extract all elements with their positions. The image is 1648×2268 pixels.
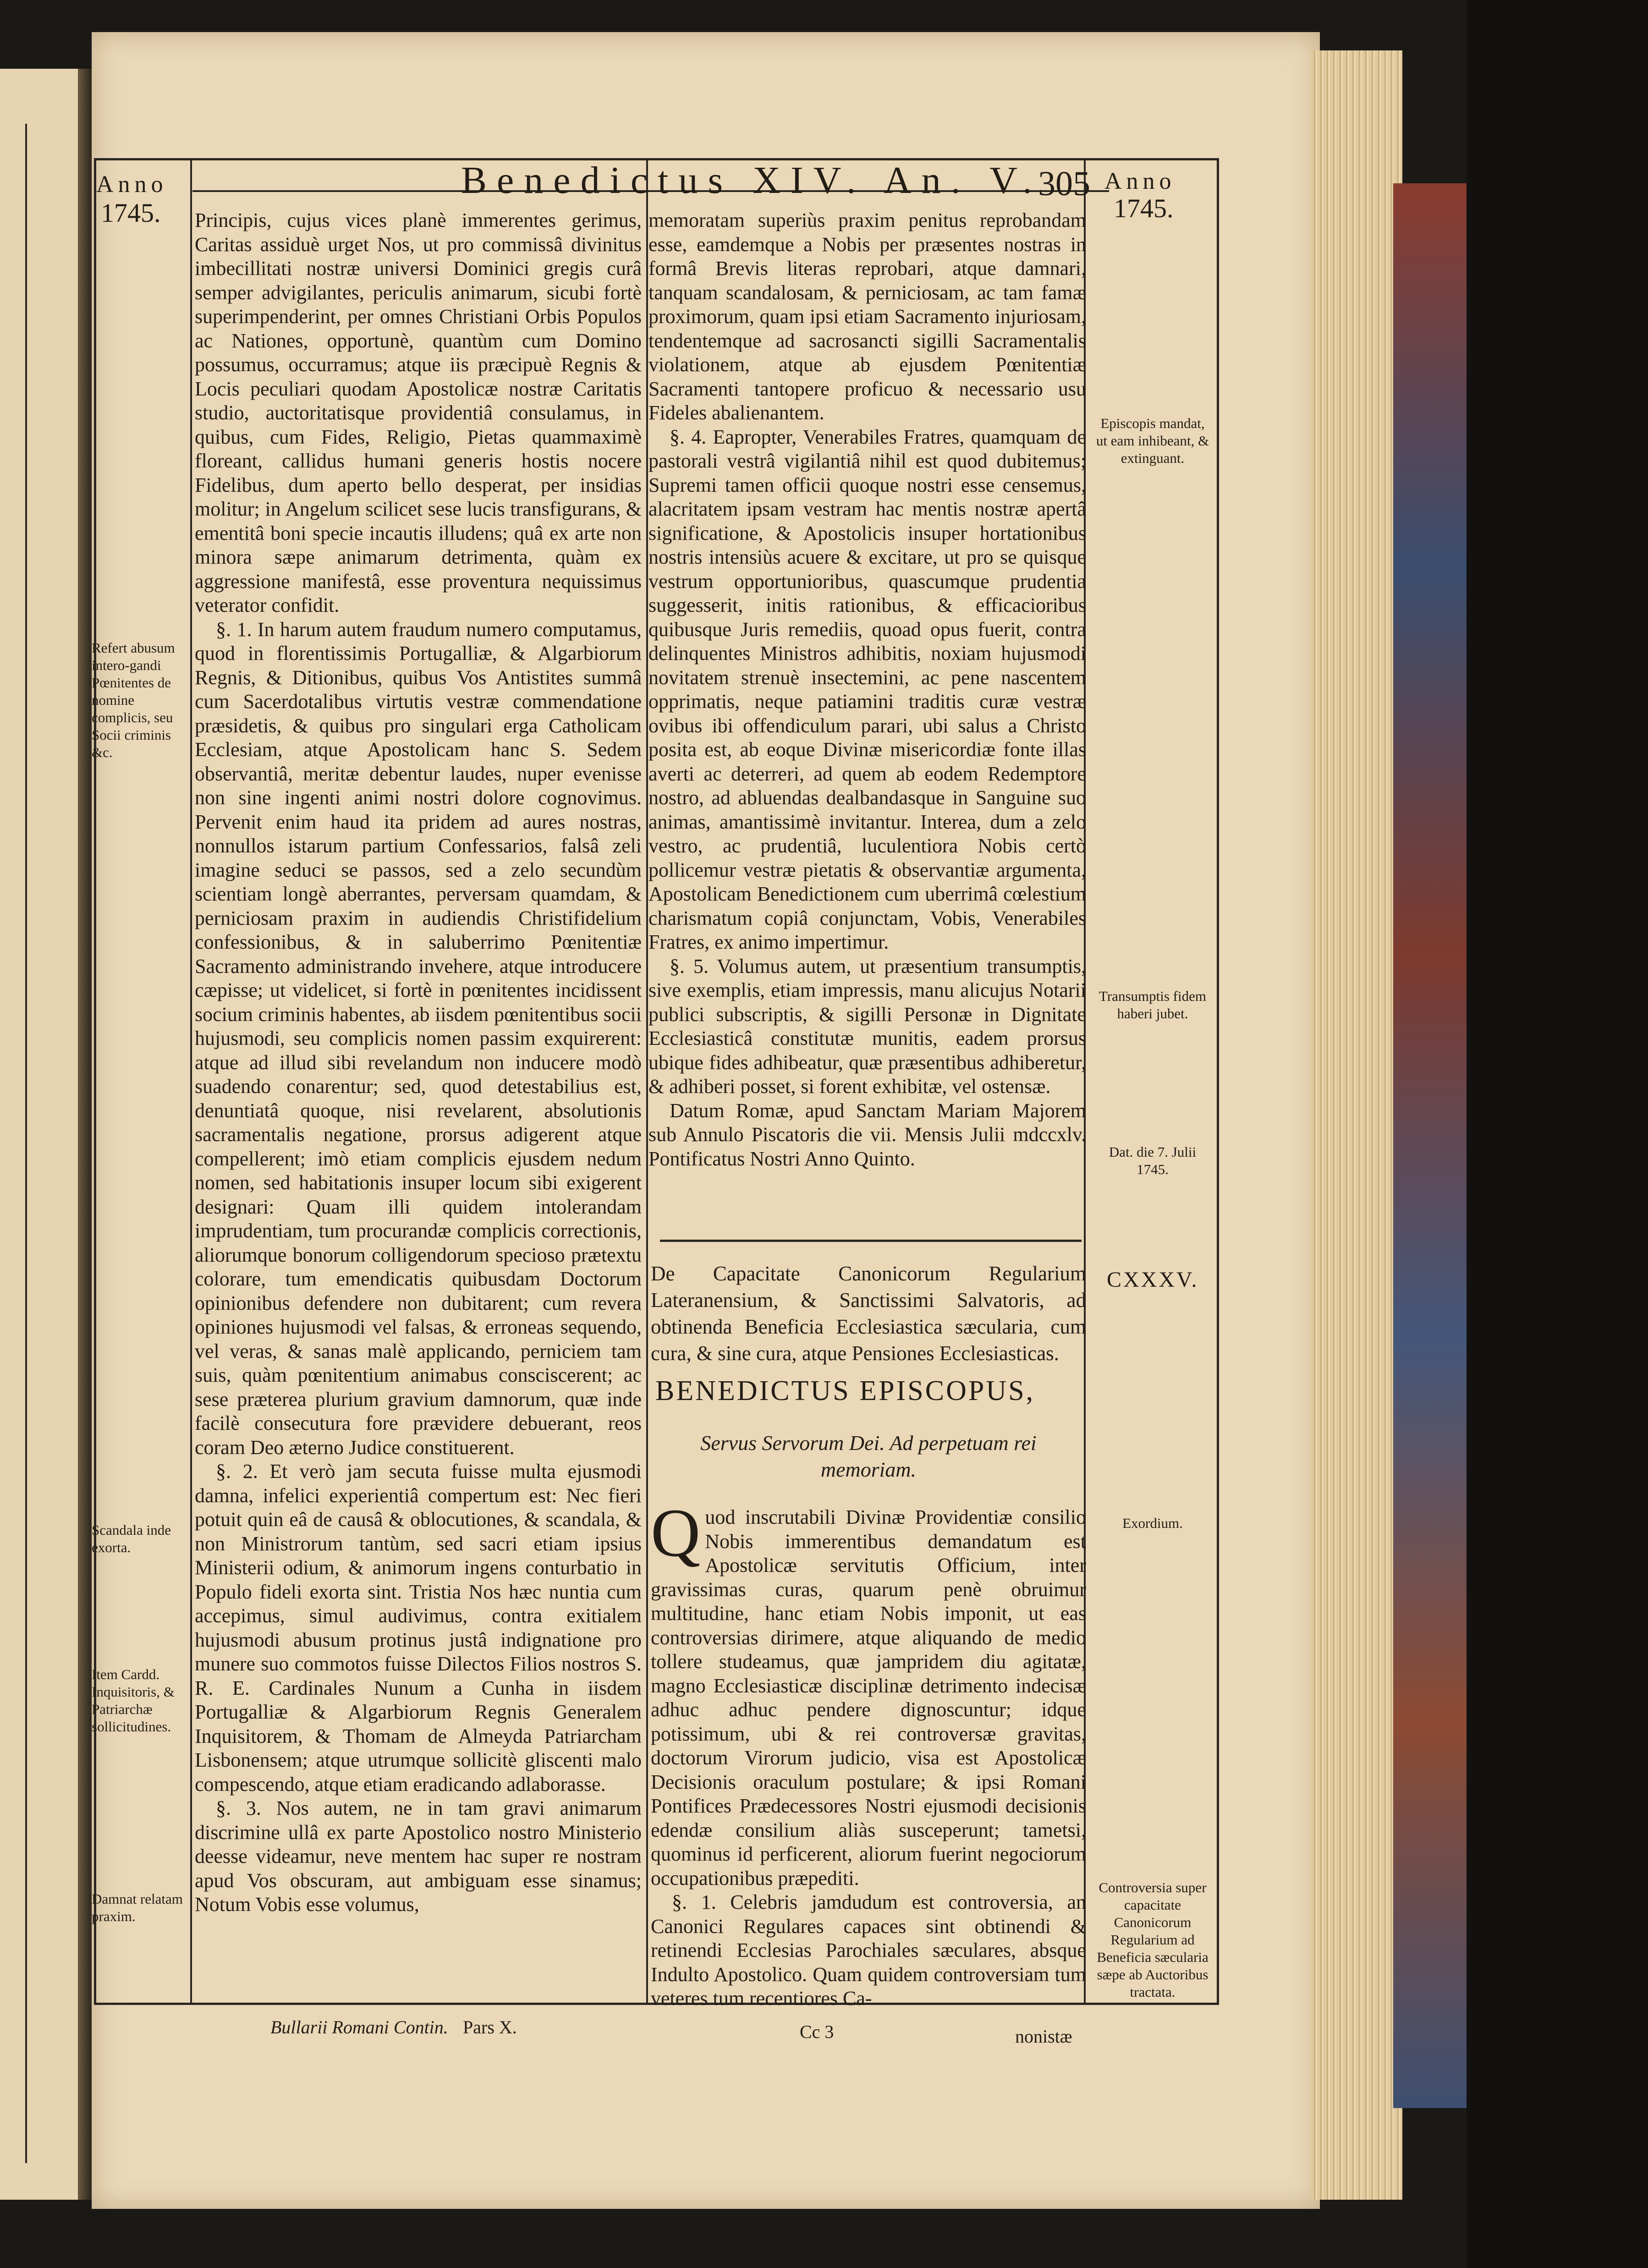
bull-number: CXXXV. [1107, 1268, 1199, 1292]
margin-note-scandala: Scandala inde exorta. [92, 1522, 171, 1555]
section-separator [660, 1240, 1082, 1242]
paragraph-datum: Datum Romæ, apud Sanctam Mariam Majorem sub Annulo Piscatoris die vii. Mensis Julii mdccxlv. Pontificatus Nostri Anno Quinto. [648, 1099, 1086, 1170]
paragraph-section-5: §. 5. Volumus autem, ut præsentium transumptis, sive exemplis, etiam impressis, manu alicujus Notarii publici subscriptis, & sigilli Personæ in Dignitate Ecclesiasticâ constitutæ munitis, eadem prorsus ubique fides adhibeatur, quæ præsentibus adhiberetur, & adhiberi posset, si forent exhibitæ, vel ostensæ. [648, 955, 1086, 1098]
margin-note-transumptis: Transumptis fidem haberi jubet. [1099, 988, 1206, 1021]
footer-part: Pars X. [463, 2017, 517, 2037]
paragraph-continuation: memoratam superiùs praxim penitus reprobandam esse, eamdemque a Nobis per præsentes nostras in formâ Brevis literas reprobari, atque damnari, tanquam scandalosam, & perniciosam, ac tam famæ proximorum, quam ipsi etiam Sacramento injuriosam, tendentemque ad sacrosancti sigilli Sacramentalis violationem, atque ab ejusdem Pœnitentiæ Sacramenti tantopere proficuo & necessario usu Fideles abalienantem. [648, 209, 1086, 424]
margin-note-damnat: Damnat relatam praxim. [92, 1891, 183, 1924]
facing-page-edge [0, 69, 80, 2200]
bull-servus: Servus Servorum Dei. Ad perpetuam rei memoriam. [700, 1431, 1037, 1481]
paragraph-section-2: §. 2. Et verò jam secuta fuisse multa ejusmodi damna, infelici experientiâ compertum est: Nec fieri potuit quin eâ de causâ & oblocutiones, & scandala, & non Ministrorum tantùm, sed sacri etiam ipsius Ministerii odium, & animorum ingens conturbatio in Populo fideli exorta sint. Tristia Nos hæc nuntia cum accepimus, simul audivimus, contra exitialem hujusmodi abusum protinus justâ indignatione pro munere suo commotos fuisse Dilectos Filios nostros S. R. E. Cardinales Nunum a Cunha in iisdem Portugalliæ & Algarbiorum Regnis Generalem Inquisitorem, & Thomam de Almeyda Patriarcham Lisbonensem; atque utrumque sollicitè gliscenti malo compescendo, atque etiam eradicando adlaborasse. [195, 1460, 642, 1796]
marbled-binding [1393, 183, 1467, 2108]
paragraph-section-1: §. 1. In harum autem fraudum numero computamus, quod in florentissimis Portugalliæ, & Algarbiorum Regnis, & Ditionibus, quibus Vos Antistites summâ cum Sacerdotalibus virtutis vestræ commendatione præsidetis, & quibus pro singulari erga Catholicam Ecclesiam, atque Apostolicam hanc S. Sedem observantiâ, meritæ debentur laudes, nuper evenisse non sine ingenti animi nostri dolore cognovimus. Pervenit enim haud ita pridem ad aures nostras, nonnullos istarum partium Confessarios, falsâ zeli imagine seduci se passos, sed a zelo secundùm scientiam longè aberrantes, perversam quamdam, & perniciosam praxim in audiendis Christifidelium confessionibus, & in saluberrimo Pœnitentiæ Sacramento administrando invehere, atque introducere cæpisse; ut videlicet, si fortè in pœnitentes incidissent socium criminis habentes, ab iisdem pœnitentibus socii hujusmodi, seu complicis nomen passim exquirerent: atque ad illud sibi revelandum non inducere modò suadendo conarentur; sed, quod detestabilius est, denuntiatâ quoque, nisi revelarent, absolutionis sacramentalis negatione, prorsus adigerent atque compellerent; imò etiam complicis ejusdem nedum nomen, sed habitationis insuper locum sibi exigerent designari: Quam illi quidem intolerandam imprudentiam, tum procurandæ complicis correctionis, aliorumque bonorum colligendorum specioso prætextu colorare, tum emendicatis quibusdam Doctorum opinionibus defendere non dubitarent; cum revera opiniones hujusmodi vel falsas, & erroneas sequendo, vel veras, & sanas malè applicando, perniciem tam suis, quàm pœnitentium animabus consciscerent; ac sese præterea plurium gravium damnorum, quæ inde facilè consecutura fore prævidere debuerant, reos coram Deo æterno Judice constituerent. [195, 618, 642, 1459]
paragraph-bull-section-1: §. 1. Celebris jamdudum est controversia, an Canonici Regulares capaces sint obtinendi & retinendi Ecclesias Parochiales sæculares, absque Indulto Apostolico. Quam quidem controversiam tum veteres tum recentiores Ca- [651, 1891, 1086, 2010]
footer-signature-title: Bullarii Romani Contin. [270, 2017, 448, 2037]
left-text-column [195, 209, 642, 1917]
year-left: 1745. [101, 198, 161, 228]
bull-title: De Capacitate Canonicorum Regularium Lateranensium, & Sanctissimi Salvatoris, ad obtinenda Beneficia Ecclesiastica sæcularia, cum cura, & sine cura, atque Pensiones Ecclesiasticas. [651, 1262, 1086, 1365]
background-dark [1467, 0, 1648, 2268]
right-text-column [648, 209, 1086, 1171]
drop-capital: Q [651, 1495, 701, 1571]
bull-heading: BENEDICTUS EPISCOPUS, [655, 1375, 1035, 1406]
margin-note-dat: Dat. die 7. Julii 1745. [1109, 1144, 1197, 1177]
margin-note-episcopis: Episcopis mandat, ut eam inhibeant, & extinguant. [1096, 415, 1209, 466]
anno-left: Anno [96, 171, 168, 198]
page-fore-edge [1311, 50, 1402, 2200]
footer-catchword: nonistæ [1015, 2026, 1072, 2047]
anno-right: Anno [1104, 168, 1176, 194]
bull-body [651, 1495, 1086, 2011]
margin-note-cardd: Item Cardd. Inquisitoris, & Patriarchæ sollicitudines. [92, 1666, 175, 1735]
paragraph-prologue: Principis, cujus vices planè immerentes gerimus, Caritas assiduè urget Nos, ut pro commissâ divinitus imbecillitati nostræ universi Dominici gregis curâ semper advigilantes, periculis animarum, sicubi fortè superimpenderint, per omnes Christiani Orbis Populos ac Nationes, opportunè, quantùm cum Domino possumus, occurramus; atque iis præcipuè Regnis & Locis peculiari quodam Apostolicæ nostræ Caritatis studio, auctoritatisque providentiâ consulamus, in quibus, cum Fides, Religio, Pietas quammaximè floreant, callidus humani generis hostis nocere Fidelibus, dum aperto bello desperat, per insidias molitur; in Angelum scilicet sese lucis transfigurans, & ementitâ boni specie incautis illudens; quâ ex arte non minora sæpe animarum detrimenta, quàm ex aggressione manifestâ, esse proventura nequissimus veterator confidit. [195, 209, 642, 616]
paragraph-exordium: uod inscrutabili Divinæ Providentiæ consilio Nobis immerentibus demandatum est Apostolicæ servitutis Officium, inter gravissimas curas, quarum penè obruimur multitudine, hanc etiam Nobis imponit, ut eas controversias dirimere, atque aliquando de medio tollere studeamus, quæ jampridem diu agitatæ, magno Ecclesiasticæ disciplinæ detrimento indecisæ adhuc adhuc pendere dignoscuntur; idque potissimum, ubi & rei controversæ gravitas, doctorum Virorum judicio, visa est Apostolicæ Decisionis oraculum postulare; & ipsi Romani Pontifices Prædecessores Nostri ejusmodi decisionis edendæ consilium aliàs susceperunt; tametsi, quominus id perficerent, aliorum fuerint negociorum occupationibus præpediti. [651, 1506, 1086, 1889]
year-right: 1745. [1114, 193, 1174, 223]
facing-page-rule [25, 124, 27, 2163]
paragraph-section-4: §. 4. Eapropter, Venerabiles Fratres, quamquam de pastorali vestrâ vigilantiâ nihil est quod dubitemus; Supremi tamen officii quoque nostri esse censemus, alacritatem ipsam vestram hac mentis nostræ apertâ significatione, & Apostolicis insuper hortationibus nostris intensiùs acuere & excitare, ut pro se quisque vestrum opportunioribus, quascumque prudentia suggesserit, initis rationibus, & efficacioribus quibusque Juris remediis, quoad opus fuerit, contra delinquentes Ministros adhibitis, noxiam hujusmodi novitatem strenuè insectemini, ac pene nascentem opprimatis, neque patiamini traditis curæ vestræ ovibus ibi offendiculum parari, ubi salus a Christo posita est, ab eoque Divinæ misericordiæ fonte illas averti ac deterreri, ad quem ab eodem Redemptore nostro, ad abluendas dealbandasque in Sanguine suo animas, amantissimè invitantur. Interea, dum a zelo vestro, ac prudentiâ, luculentiora Nobis certò pollicemur vestræ pietatis & observantiæ argumenta, Apostolicam Benedictionem cum uberrimâ cœlestium charismatum copiâ conjunctam, Vobis, Venerabiles Fratres, ex animo impertimur. [648, 425, 1086, 953]
left-margin-rule [190, 160, 192, 2003]
book-gutter [78, 69, 92, 2200]
paragraph-section-3: §. 3. Nos autem, ne in tam gravi animarum discrimine ullâ ex parte Apostolico nostro Ministerio deesse videamur, neve mentem hac super re nostram apud Vos obscuram, aut ambiguam esse sinamus; Notum Vobis esse volumus, [195, 1797, 642, 1916]
footer-signature-mark: Cc 3 [800, 2021, 834, 2042]
running-title: Benedictus XIV. An. V. [461, 159, 1043, 202]
column-divider-rule [646, 160, 648, 2003]
margin-note-refert: Refert abusum intero-gandi Pœnitentes de nomine complicis, seu Socii criminis &c. [92, 640, 175, 760]
margin-note-controversia: Controversia super capacitate Canonicorum Regularium ad Beneficia sæcularia sæpe ab Auctoribus tractata. [1097, 1879, 1209, 2000]
page-number: 305 [1038, 165, 1090, 203]
margin-note-exordium: Exordium. [1122, 1515, 1183, 1531]
